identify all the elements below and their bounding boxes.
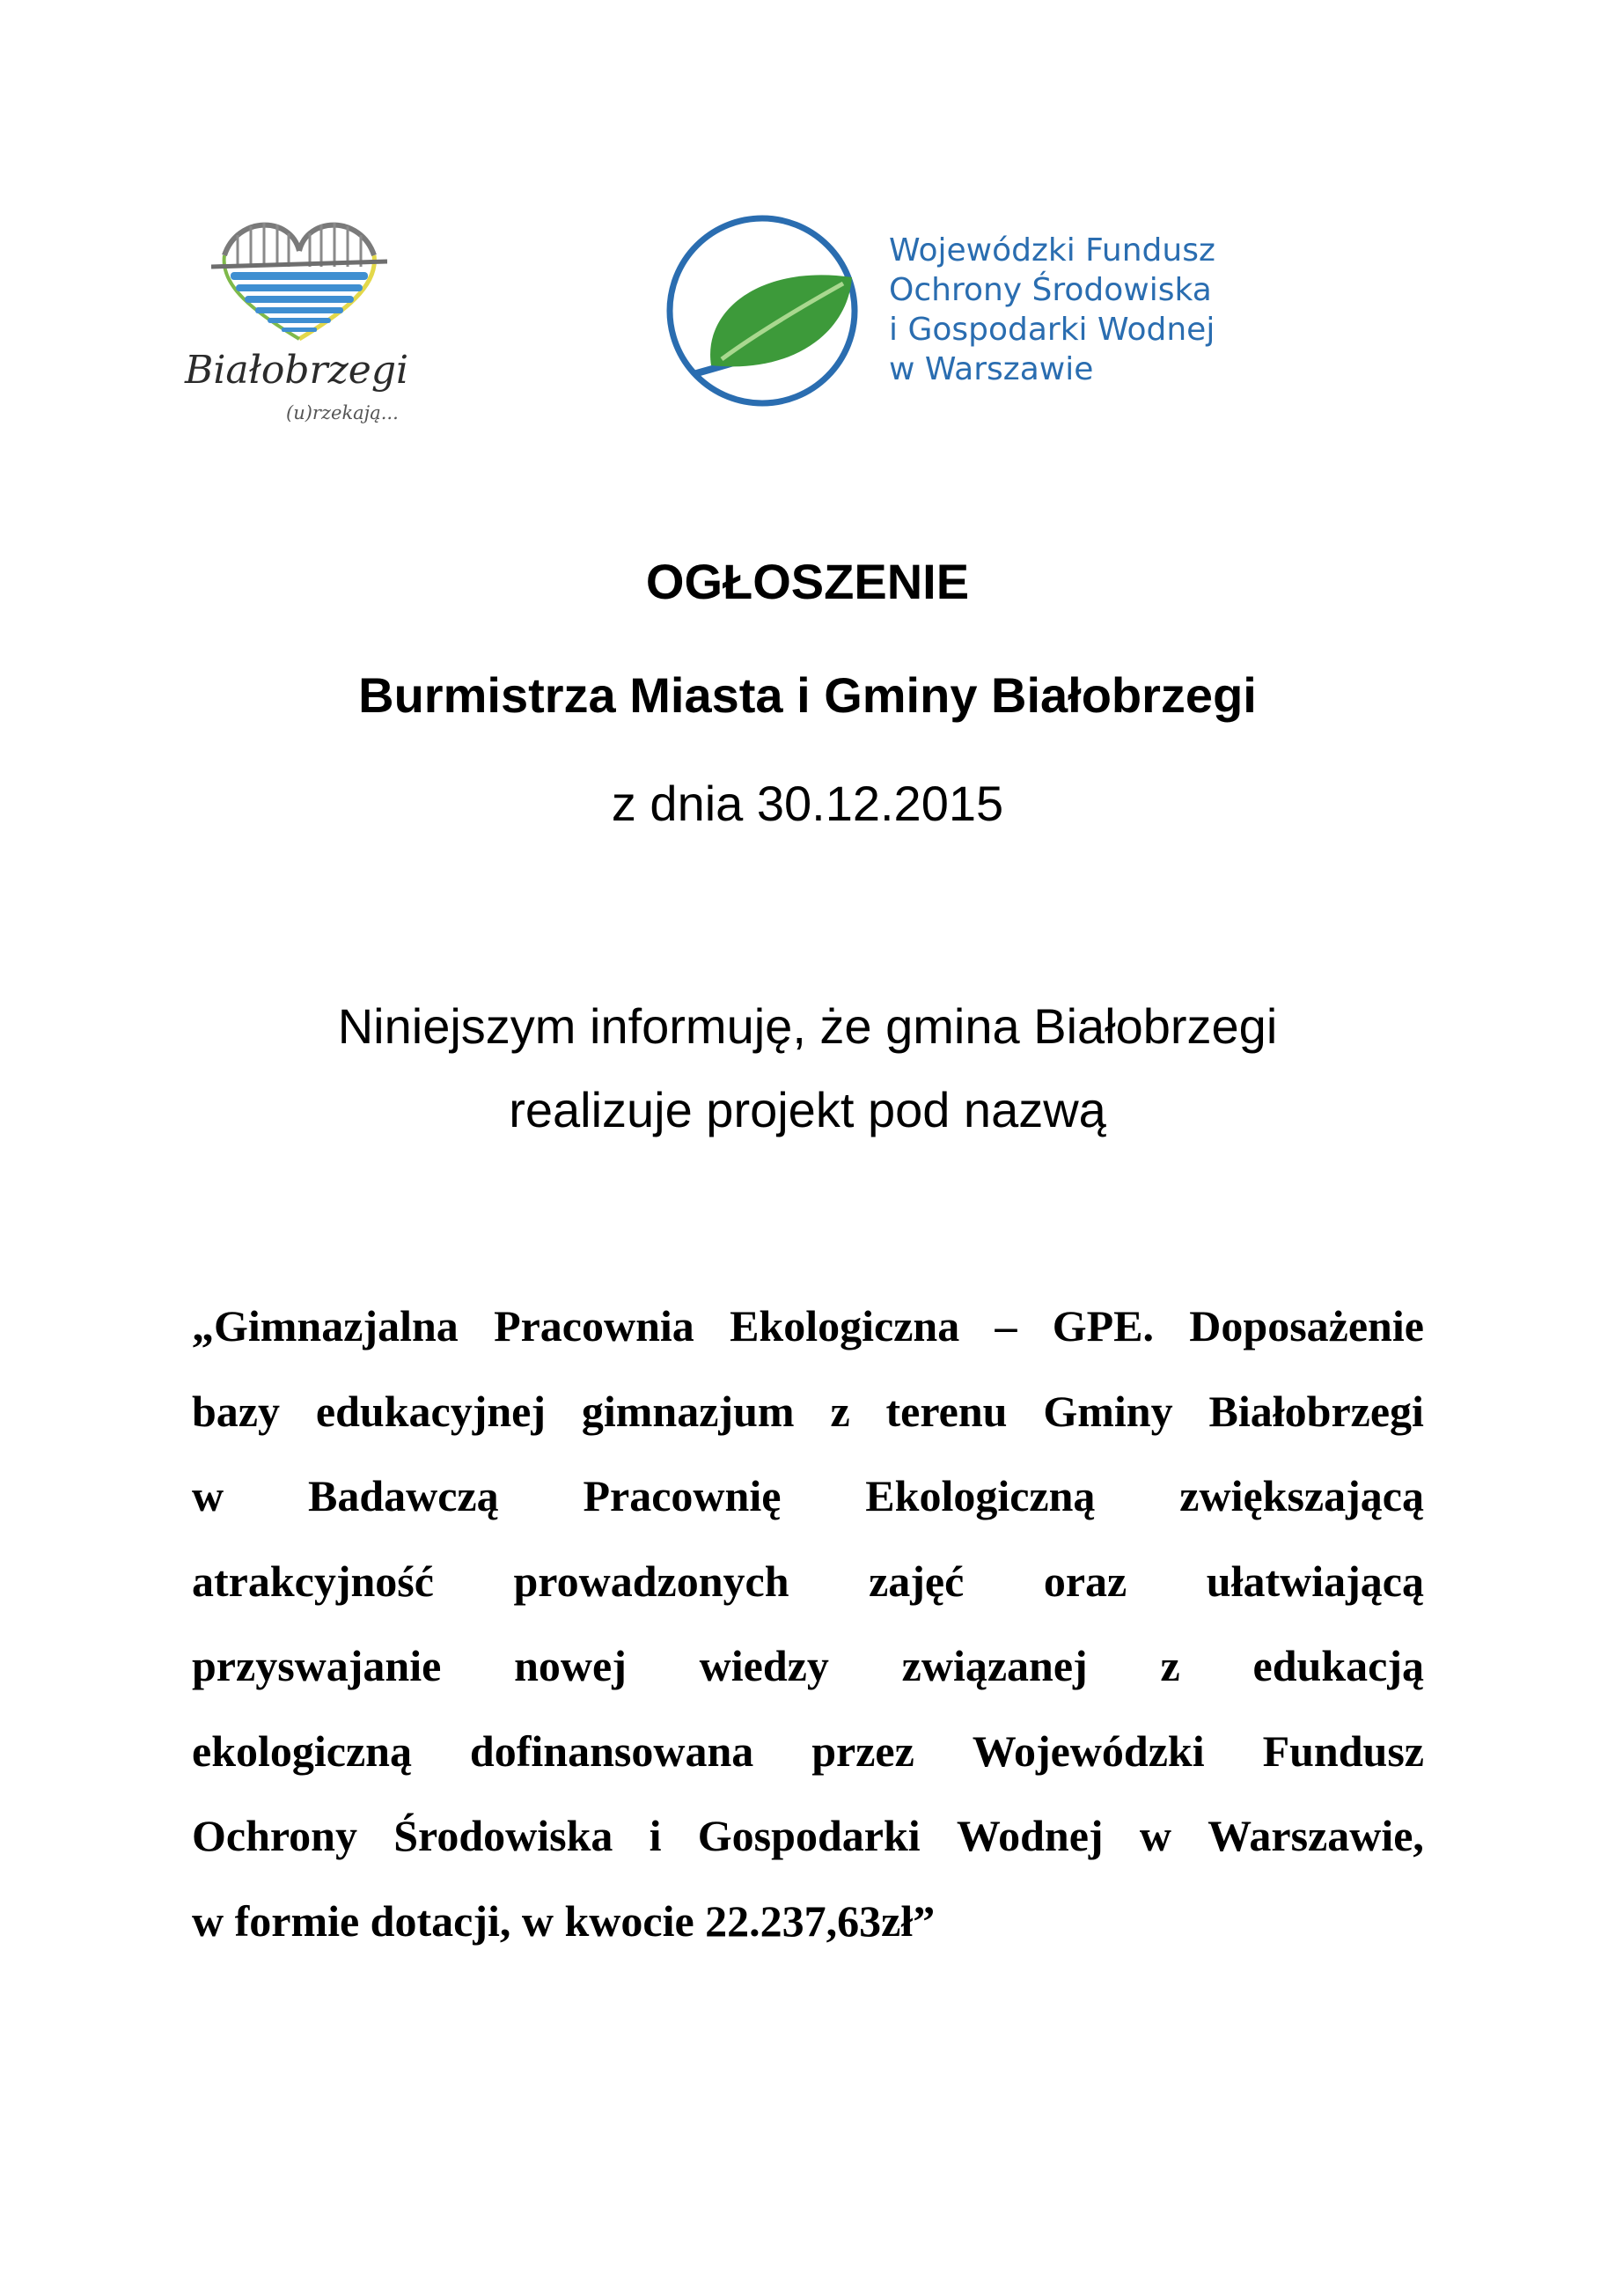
announcement-title: OGŁOSZENIE <box>645 554 970 609</box>
project-word: Ekologiczna <box>730 1301 960 1350</box>
project-word: w <box>1139 1811 1171 1860</box>
project-word: edukacją <box>1252 1641 1424 1690</box>
project-word: z <box>830 1386 850 1436</box>
project-word: oraz <box>1043 1556 1127 1606</box>
project-description <box>192 1284 1424 1879</box>
project-line <box>192 1369 1424 1454</box>
project-word: ułatwiającą <box>1206 1556 1424 1606</box>
project-line <box>192 1539 1424 1624</box>
heart-bridge-icon <box>211 216 387 348</box>
project-word: związanej <box>901 1641 1088 1690</box>
fund-name <box>889 231 1215 389</box>
intro-line: Niniejszym informuję, że gmina Białobrzegi <box>337 998 1278 1054</box>
project-word: Wodnej <box>956 1811 1104 1860</box>
project-word: Gminy <box>1043 1386 1173 1436</box>
project-word: Wojewódzki <box>972 1726 1205 1776</box>
project-word: Ekologiczną <box>865 1471 1096 1520</box>
project-word: Fundusz <box>1262 1726 1424 1776</box>
project-word: Gospodarki <box>697 1811 921 1860</box>
project-word: przez <box>811 1726 914 1776</box>
intro-line: realizuje projekt pod nazwą <box>509 1082 1106 1137</box>
project-word: GPE. <box>1052 1301 1155 1350</box>
project-word: Warszawie, <box>1208 1811 1424 1860</box>
project-word: terenu <box>885 1386 1008 1436</box>
fund-name-line: Wojewódzki Fundusz <box>889 232 1215 269</box>
project-word: edukacyjnej <box>315 1386 546 1436</box>
fund-name-line: Ochrony Środowiska <box>889 272 1212 308</box>
project-word: „Gimnazjalna <box>192 1301 459 1350</box>
project-word: bazy <box>192 1386 280 1436</box>
project-word: Pracownia <box>494 1301 694 1350</box>
project-word: atrakcyjność <box>192 1556 434 1606</box>
project-description-end <box>192 1879 1424 1964</box>
project-word: Białobrzegi <box>1208 1386 1424 1436</box>
project-word: – <box>995 1301 1017 1350</box>
project-word: i <box>649 1811 662 1860</box>
project-line <box>192 1709 1424 1794</box>
project-word: przyswajanie <box>192 1641 442 1690</box>
announcement-issuer: Burmistrza Miasta i Gminy Białobrzegi <box>358 667 1257 723</box>
project-word: prowadzonych <box>513 1556 789 1606</box>
project-word: nowej <box>514 1641 627 1690</box>
leaf-circle-icon <box>658 211 870 414</box>
project-line <box>192 1623 1424 1709</box>
project-word: w <box>192 1471 224 1520</box>
project-word: Badawczą <box>307 1471 499 1520</box>
project-line <box>192 1793 1424 1879</box>
brand-tagline: (u)rzekają... <box>286 402 399 423</box>
project-word: wiedzy <box>699 1641 829 1690</box>
fund-name-line: w Warszawie <box>889 351 1094 387</box>
project-word: Doposażenie <box>1189 1301 1424 1350</box>
project-word: Ochrony <box>192 1811 357 1860</box>
project-word: dofinansowana <box>469 1726 754 1776</box>
project-word: z <box>1160 1641 1180 1690</box>
project-word: Pracownię <box>583 1471 782 1520</box>
brand-name: Białobrzegi <box>185 348 409 393</box>
wfosigw-logo <box>658 211 1266 423</box>
project-word: Środowiska <box>393 1811 613 1860</box>
project-word: zajęć <box>869 1556 965 1606</box>
fund-name-line: i Gospodarki Wodnej <box>889 312 1215 348</box>
project-word: zwiększającą <box>1179 1471 1424 1520</box>
bialobrzegi-logo <box>185 216 414 436</box>
announcement-date: z dnia 30.12.2015 <box>611 776 1004 831</box>
project-last-line: w formie dotacji, w kwocie 22.237,63zł” <box>192 1896 936 1946</box>
project-word: ekologiczną <box>192 1726 412 1776</box>
project-word: gimnazjum <box>581 1386 795 1436</box>
project-line <box>192 1453 1424 1539</box>
project-line <box>192 1284 1424 1369</box>
